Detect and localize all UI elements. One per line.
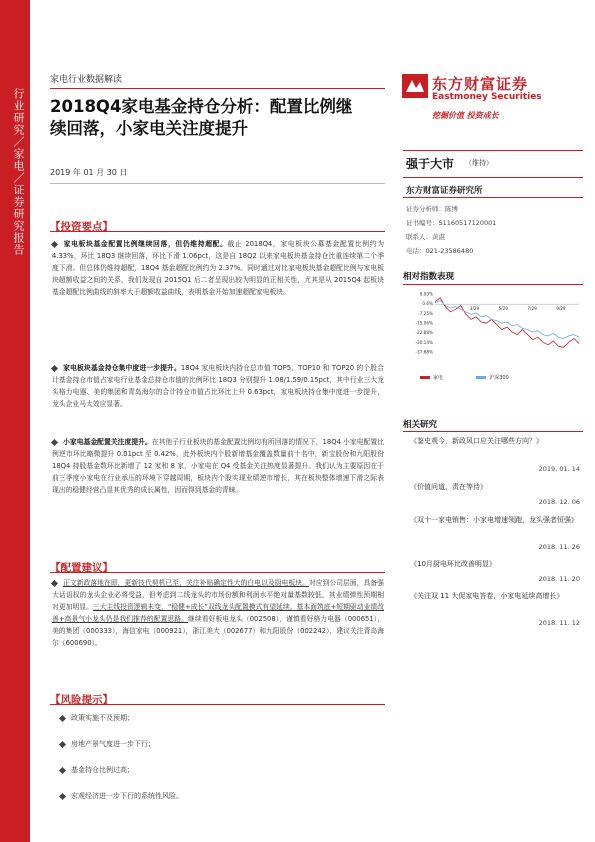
related-item-title[interactable]: 《双十一家电销售：小家电增速领跑，龙头强者恒强》 [410, 516, 578, 524]
bullet-icon [59, 740, 66, 747]
related-item-title[interactable]: 《价值问道，责在等待》 [410, 483, 487, 491]
divider [403, 284, 583, 285]
section-risk-header [50, 688, 385, 705]
bullet-icon [59, 766, 66, 773]
divider [50, 183, 385, 184]
related-item-date: 2018. 11. 12 [538, 619, 580, 627]
section-risk-title: 【风险提示】 [50, 694, 113, 706]
chart-legend [420, 374, 509, 381]
title-line-1: 2018Q4家电基金持仓分析：配置比例继 [50, 97, 353, 116]
risk-item-text: 房地产景气度进一步下行； [71, 740, 155, 748]
legend-label-hs300: 沪深300 [489, 375, 509, 381]
y-tick-label: -15.06% [415, 320, 433, 326]
config-part-1: 正文新政落地在即，更新技代契机已至，关注补贴确定性大的白电以及厨电板块。 [63, 579, 309, 587]
point-3-text: 在其他子行业板块的基金配置比例均有所回落的情况下，18Q4 小家电配置比例逆市环比略微提升 0.01pct 至 0.42%，此外板块内个股新增基金覆盖数量前十名中，新宝股份和九阳股份 18Q4 持股基金数环比新增了 12 家和 8 家，小家电在 Q4 受基金关注热度显著提升。我们认为主要原因在于前三季度小家电在行业承压的环境下穿越周期，板块内个股实现业绩逆市增长，其在板块整体增速下滑之际表现出的稳健经营凸显其优秀的成长属性，因而得到基金的青睐。 [52, 438, 384, 494]
risk-item-text: 基金持仓比例过高； [71, 766, 134, 774]
section-invest-title: 【投资要点】 [50, 221, 113, 233]
risk-item [60, 739, 155, 749]
divider [403, 431, 583, 432]
relative-index-chart [403, 290, 583, 362]
chart-section-title: 相对指数表现 [403, 272, 455, 282]
point-2 [52, 362, 384, 410]
section-config-header [50, 556, 385, 573]
phone: 电话：021-23586480 [406, 247, 474, 255]
y-tick-label: -22.88% [415, 330, 433, 336]
risk-item [60, 791, 183, 801]
related-title: 相关研究 [403, 420, 438, 430]
rating-sub: （维持） [465, 159, 493, 167]
config-part-5: 继续看好板电龙头（002508），谨慎看好格力电器（000651），美的集团（000333），海信家电（000921），浙江美大（002677）和九阳股份（002242），建议关注青岛海尔（600690）。 [52, 615, 384, 647]
related-item-title[interactable]: 《鉴史观今，新政风口应关注哪些方向？》 [410, 437, 543, 445]
y-tick-label: -37.68% [415, 349, 433, 355]
x-tick-label: 5/29 [498, 306, 509, 312]
divider [50, 88, 385, 89]
legend-label-appliance: 家电 [433, 375, 444, 381]
section-config-title: 【配置建议】 [50, 562, 113, 574]
config-part-2: 对应到公司层面，具备强大话语权的龙头企业必将受益，但考虑到二线龙头的市场份额和利润水平绝对量基数较低，其业绩弹性预期相对更加明显。 [52, 579, 385, 611]
bullet-icon [59, 714, 66, 721]
config-part-4: 基本面筑底+短期驱动业绩改善+高景气小龙头仍是我们推荐的配置思路。 [52, 603, 384, 623]
legend-swatch-hs300 [476, 376, 486, 379]
rating-label: 强于大市 [406, 157, 455, 171]
config-paragraph [52, 577, 384, 649]
y-tick-label: 0.6% [422, 301, 433, 307]
related-item-date: 2019. 01. 14 [538, 465, 580, 473]
bullet-icon [51, 438, 58, 445]
legend-swatch-appliance [420, 376, 430, 379]
risk-item-text: 政策实施不及预期； [71, 714, 134, 722]
y-tick-label: 8.03% [419, 291, 433, 297]
x-tick-label: 9/29 [556, 306, 566, 312]
contact: 联系人：黄湛 [406, 233, 445, 241]
bullet-icon [59, 792, 66, 799]
point-3-bold: 小家电基金配置关注度提升。 [63, 438, 152, 446]
related-item-title[interactable]: 《10月厨电环比改善明显》 [410, 560, 496, 568]
divider [403, 197, 583, 198]
risk-item-text: 宏观经济进一步下行的系统性风险。 [71, 792, 183, 800]
point-3 [52, 436, 384, 496]
institute-name: 东方财富证券研究所 [406, 186, 483, 196]
config-part-3: 三大主线投资逻辑未变，“稳健+成长”双线龙头配置模式有望延续。 [92, 603, 297, 611]
sidebar-text: 行业研究／家电／证券研究报告 [12, 88, 25, 256]
section-invest-header [50, 215, 385, 232]
point-1-text: 截止 2018Q4，家电板块公募基金配置比例约为 4.33%，环比 18Q3 继续回落，环比下滑 1.06pct，这是自 18Q2 以来家电板块基金持仓比重连续第二个季度下滑。但总体仍维持超配，18Q4 基金超配比例约为 2.37%。同时通过对比家电板块基金超配比例与家电板块超额收益之间的关系，我们发现自 2015Q1 后二者呈现出较为明显的正相关性，尤其是从 2015Q4 起板块基金超配比例曲线的斜率大于超额收益曲线，表明基金开始加速超配家电板块。 [52, 240, 384, 296]
bullet-icon [51, 579, 58, 586]
bullet-icon [51, 364, 58, 371]
point-1 [52, 238, 384, 298]
brand-name-en: Eastmoney Securities [432, 92, 542, 102]
y-tick-label: -7.25% [418, 310, 433, 316]
point-2-bold: 家电板块基金持仓集中度进一步提升。 [63, 364, 181, 372]
license: 证书编号：S1160517120001 [406, 219, 497, 227]
x-tick-label: 3/29 [469, 306, 480, 312]
brand-name: 东方财富证券 [432, 75, 529, 93]
analyst: 证券分析师：陈博 [406, 205, 458, 213]
risk-item [60, 713, 134, 723]
report-date: 2019 年 01 月 30 日 [50, 168, 128, 177]
related-item-date: 2018. 11. 26 [538, 543, 580, 551]
page-title [50, 96, 380, 140]
point-2-text: 18Q4 家电板块内持仓总市值 TOP5、TOP10 和 TOP20 的个股合计基金持仓市值占家电行业基金总持仓市值的比例环比 18Q3 分别提升 1.08/1.59/0.15pct，其中行业三大龙头格力电器、美的集团和青岛海尔的合计持仓市值占比环比上升 0.63pct，家电板块持仓集中度进一步提升，龙头企业马太效应显著。 [52, 364, 384, 408]
related-item-date: 2018. 11. 20 [538, 575, 580, 583]
x-tick-label: 7/29 [527, 306, 537, 312]
related-item-date: 2018. 12. 06 [538, 498, 580, 506]
bullet-icon [51, 240, 58, 247]
brand-slogan: 挖掘价值 投资成长 [432, 111, 499, 120]
point-1-bold: 家电板块基金配置比例继续回落，但仍维持超配。 [63, 240, 228, 248]
risk-item [60, 765, 134, 775]
y-tick-label: -30.14% [415, 339, 433, 345]
report-category: 家电行业数据解读 [50, 75, 123, 85]
brand-logo-icon [400, 72, 430, 100]
related-item-title[interactable]: 《关注双 11 大促家电答卷，小家电延续高增长》 [410, 592, 564, 600]
title-line-2: 续回落，小家电关注度提升 [50, 119, 248, 138]
